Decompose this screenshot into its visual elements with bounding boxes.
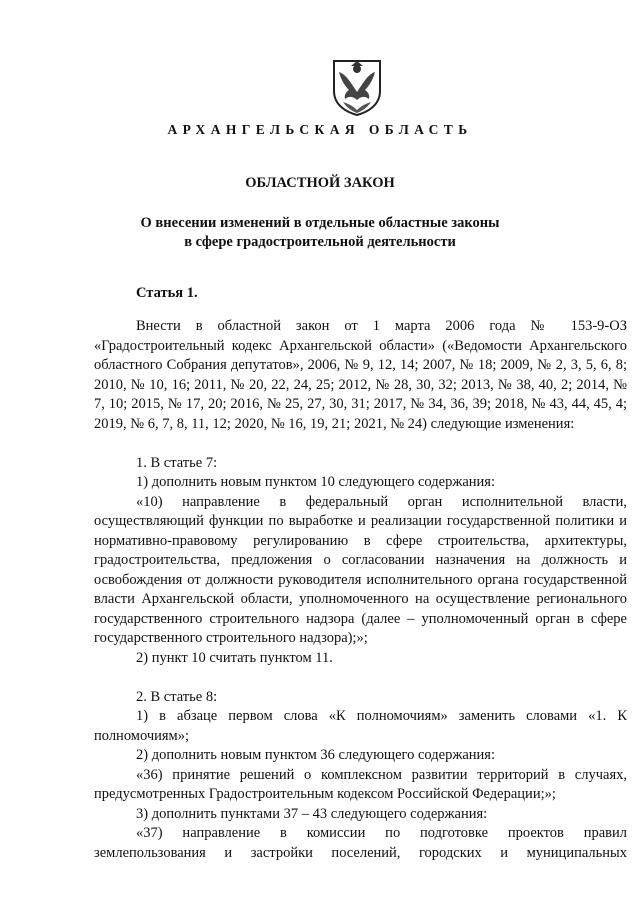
- subject-line: О внесении изменений в отдельные областные законы: [140, 215, 500, 231]
- paragraph: 2) дополнить новым пунктом 36 следующего содержания:: [136, 747, 495, 763]
- paragraph: 2. В статье 8:: [136, 688, 218, 705]
- law-text: [94, 317, 627, 863]
- paragraph: «36) принятие решений о комплексном развитии территорий в случаях, предусмотренных Градостроительным кодексом Российской Федерации;»;: [94, 766, 627, 802]
- paragraph: «37) направление в комиссии по подготовке проектов правил землепользования и застройки поселений, городских и муниципальных: [94, 825, 627, 861]
- paragraph: 3) дополнить пунктами 37 – 43 следующего содержания:: [136, 805, 488, 822]
- paragraph: «10) направление в федеральный орган исполнительной власти, осуществляющий функции по выработке и реализации государственной политики и нормативно-правовому регулированию в сфере строительства, архитектуры, градостроительства, предложения о согласовании назначения на должность и освобождения от должности руководителя исполнительного органа государственной власти Архангельской области, уполномоченного на осуществление регионального государственного строительного надзора (далее – уполномоченный орган в сфере государственного строительного надзора);»;: [94, 493, 627, 646]
- paragraph: 1. В статье 7:: [136, 454, 218, 471]
- paragraph: 2) пункт 10 считать пунктом 11.: [136, 649, 333, 666]
- coat-of-arms-icon: [331, 58, 383, 116]
- document-type: ОБЛАСТНОЙ ЗАКОН: [245, 175, 395, 191]
- article-heading: Статья 1.: [136, 285, 198, 301]
- paragraph: Внести в областной закон от 1 марта 2006 года № 153-9-ОЗ «Градостроительный кодекс Архангельской области» («Ведомости Архангельского областного Собрания депутатов», 2006, № 9, 12, 14; 2007, № 18; 2009, № 2, 3, 5, 6, 8; 2010, № 10, 16; 2011, № 20, 22, 24, 25; 2012, № 28, 30, 32; 2013, № 38, 40, 2; 2014, № 7, 10; 2015, № 17, 20; 2016, № 25, 27, 30, 31; 2017, № 34, 36, 39; 2018, № 43, 44, 45, 4; 2019, № 6, 7, 8, 11, 12; 2020, № 16, 19, 21; 2021, № 24) следующие изменения:: [94, 318, 627, 432]
- region-name: АРХАНГЕЛЬСКАЯ ОБЛАСТЬ: [167, 122, 473, 137]
- subject-line: в сфере градостроительной деятельности: [184, 234, 456, 250]
- paragraph: 1) в абзаце первом слова «К полномочиям» заменить словами «1. К полномочиям»;: [94, 708, 627, 744]
- paragraph: 1) дополнить новым пунктом 10 следующего содержания:: [136, 474, 495, 490]
- law-subject: [0, 214, 640, 252]
